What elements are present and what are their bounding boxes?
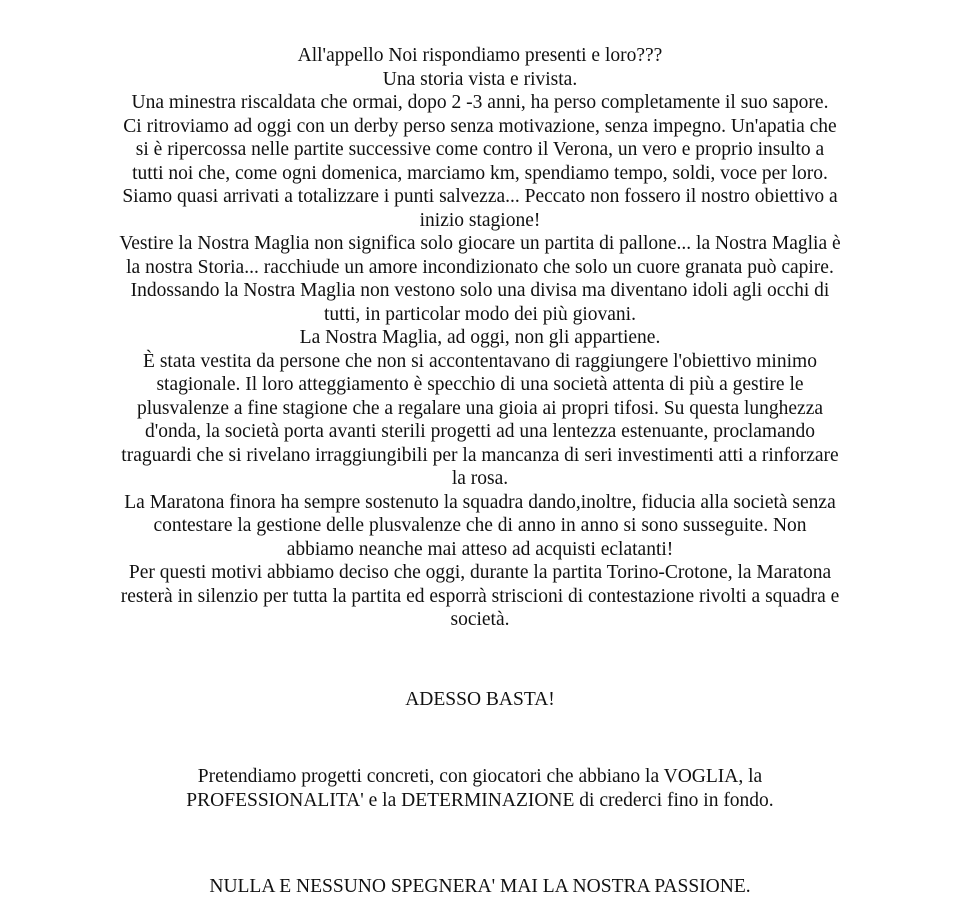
text-line: abbiamo neanche mai atteso ad acquisti eclatanti! (286, 538, 674, 560)
text-line: All'appello Noi rispondiamo presenti e loro??? (297, 45, 663, 66)
text-line: stagionale. Il loro atteggiamento è specchio di una società attenta di più a gestire le (156, 374, 804, 395)
text-line: Indossando la Nostra Maglia non vestono solo una divisa ma diventano idoli agli occhi di (130, 280, 830, 301)
text-line: plusvalenze a fine stagione che a regalare una gioia ai propri tifosi. Su questa lunghezza (136, 397, 824, 419)
text-line: Ci ritroviamo ad oggi con un derby perso senza motivazione, senza impegno. Un'apatia che (123, 115, 837, 137)
text-line: Pretendiamo progetti concreti, con giocatori che abbiano la VOGLIA, la (197, 766, 763, 787)
text-line: La Maratona finora ha sempre sostenuto la squadra dando,inoltre, fiducia alla società senza (124, 491, 836, 513)
text-line: resterà in silenzio per tutta la partita ed esporrà striscioni di contestazione rivolti a squadra e (120, 585, 840, 607)
decisione-paragraph (80, 561, 880, 632)
text-line: PROFESSIONALITA' e la DETERMINAZIONE di crederci fino in fondo. (186, 789, 774, 811)
opening-paragraph (80, 44, 880, 115)
societa-paragraph (80, 350, 880, 491)
text-line: È stata vestita da persone che non si accontentavano di raggiungere l'obiettivo minimo (143, 350, 817, 372)
text-line: Per questi motivi abbiamo deciso che oggi, durante la partita Torino-Crotone, la Maratona (128, 562, 832, 583)
closing-slogan: NULLA E NESSUNO SPEGNERA' MAI LA NOSTRA PASSIONE. (209, 876, 751, 897)
maratona-paragraph (80, 491, 880, 562)
text-line: traguardi che si rivelano irraggiungibili per la mancanza di seri investimenti atti a rinforzare (121, 444, 839, 466)
text-line: Una storia vista e rivista. (382, 68, 578, 90)
text-line: La Nostra Maglia, ad oggi, non gli appartiene. (299, 327, 661, 348)
derby-paragraph (80, 115, 880, 233)
statement-document (80, 44, 880, 899)
pretendiamo-paragraph (80, 765, 880, 812)
text-line: si è ripercossa nelle partite successive come contro il Verona, un vero e proprio insulto a (135, 139, 825, 160)
adesso-basta-heading: ADESSO BASTA! (405, 688, 555, 710)
text-line: tutti noi che, come ogni domenica, marciamo km, spendiamo tempo, soldi, voce per loro. (132, 162, 828, 184)
text-line: la nostra Storia... racchiude un amore incondizionato che solo un cuore granata può capire. (126, 256, 834, 278)
maglia-paragraph (80, 232, 880, 350)
text-line: Vestire la Nostra Maglia non significa solo giocare un partita di pallone... la Nostra Maglia è (119, 233, 841, 254)
text-line: contestare la gestione delle plusvalenze che di anno in anno si sono susseguite. Non (153, 515, 807, 536)
text-line: tutti, in particolar modo dei più giovani. (324, 303, 636, 325)
text-line: la rosa. (451, 468, 509, 489)
text-line: Siamo quasi arrivati a totalizzare i punti salvezza... Peccato non fossero il nostro obiettivo a (122, 186, 838, 207)
text-line: Una minestra riscaldata che ormai, dopo 2 -3 anni, ha perso completamente il suo sapore. (131, 92, 829, 113)
text-line: inizio stagione! (419, 209, 541, 231)
text-line: società. (450, 609, 510, 630)
text-line: d'onda, la società porta avanti sterili progetti ad una lentezza estenuante, proclamando (144, 421, 816, 442)
